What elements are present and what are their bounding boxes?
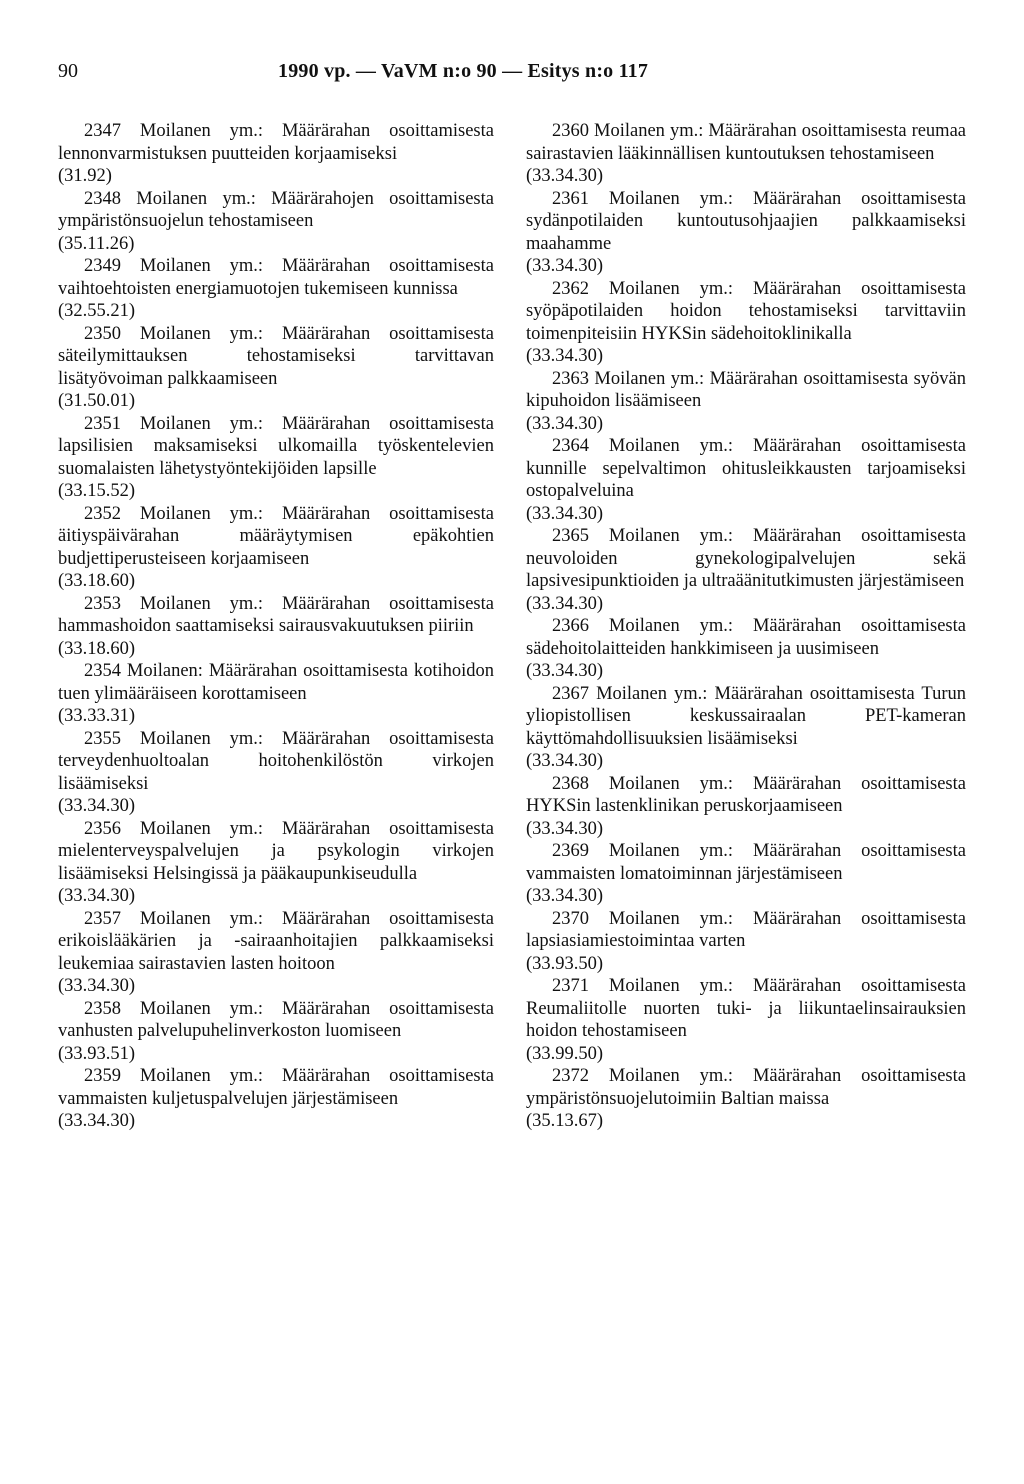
budget-code: (32.55.21): [58, 301, 136, 321]
budget-code: (33.34.30): [526, 503, 604, 524]
budget-code: (35.11.26): [58, 233, 135, 254]
entry-2354: [58, 660, 494, 728]
entry-2360: [526, 120, 966, 188]
entry-2366: [526, 615, 966, 683]
budget-code: (33.18.60): [58, 638, 136, 659]
entry-text: 2371 Moilanen ym.: Määrärahan osoittamisesta Reumaliitolle nuorten tuki- ja liikuntaelinsairauksien hoidon tehostamiseen: [526, 976, 966, 1041]
budget-code: (33.93.51): [58, 1043, 136, 1064]
entry-2357: [58, 908, 494, 998]
entry-2368: [526, 773, 966, 841]
budget-code: (33.34.30): [58, 796, 136, 816]
budget-code: (35.13.67): [526, 1111, 604, 1131]
budget-code: (33.33.31): [58, 706, 136, 726]
entry-text: 2372 Moilanen ym.: Määrärahan osoittamisesta ympäristönsuojelutoimiin Baltian maissa: [526, 1066, 966, 1109]
budget-code: (33.93.50): [526, 953, 604, 974]
entry-text: 2362 Moilanen ym.: Määrärahan osoittamisesta syöpäpotilaiden hoidon tehostamiseksi tarvittaviin toimenpiteisiin HYKSin sädehoitoklinikalla: [526, 278, 966, 344]
entry-text: 2360 Moilanen ym.: Määrärahan osoittamisesta reumaa sairastavien lääkinnällisen kuntoutuksen tehostamiseen: [526, 121, 966, 164]
entry-2372: [526, 1065, 966, 1133]
page-header: [0, 60, 1024, 90]
entry-2367: [526, 683, 966, 773]
entry-2349: [58, 255, 494, 323]
left-column: [58, 120, 494, 1133]
entry-text: 2368 Moilanen ym.: Määrärahan osoittamisesta HYKSin lastenklinikan peruskorjaamiseen: [526, 773, 966, 816]
entry-text: 2349 Moilanen ym.: Määrärahan osoittamisesta vaihtoehtoisten energiamuotojen tukemiseen kunnissa: [58, 256, 494, 299]
entry-text: 2350 Moilanen ym.: Määrärahan osoittamisesta säteilymittauksen tehostamiseksi tarvittavan lisätyövoiman palkkaamiseen: [58, 323, 494, 389]
entry-2351: [58, 413, 494, 503]
entry-text: 2353 Moilanen ym.: Määrärahan osoittamisesta hammashoidon saattamiseksi sairausvakuutuksen piiriin: [58, 593, 494, 636]
entry-2371: [526, 975, 966, 1065]
entry-2370: [526, 908, 966, 976]
entry-text: 2352 Moilanen ym.: Määrärahan osoittamisesta äitiyspäivärahan määräytymisen epäkohtien budjettiperusteiseen korjaamiseen: [58, 503, 494, 569]
entry-text: 2354 Moilanen: Määrärahan osoittamisesta kotihoidon tuen ylimääräiseen korottamiseen: [58, 661, 494, 704]
entry-2353: [58, 593, 494, 661]
entry-text: 2366 Moilanen ym.: Määrärahan osoittamisesta sädehoitolaitteiden hankkimiseen ja uusimiseen: [526, 616, 966, 659]
right-column: [526, 120, 966, 1133]
entry-2364: [526, 435, 966, 525]
entry-2362: [526, 278, 966, 368]
budget-code: (31.92): [58, 166, 112, 186]
entry-2352: [58, 503, 494, 593]
entry-text: 2347 Moilanen ym.: Määrärahan osoittamisesta lennonvarmistuksen puutteiden korjaamiseksi: [58, 121, 494, 164]
entry-text: 2348 Moilanen ym.: Määrärahojen osoittamisesta ympäristönsuojelun tehostamiseen: [58, 188, 494, 231]
entry-2348: [58, 188, 494, 256]
entry-text: 2364 Moilanen ym.: Määrärahan osoittamisesta kunnille sepelvaltimon ohitusleikkausten tarjoamiseksi ostopalveluina: [526, 436, 966, 501]
entry-2356: [58, 818, 494, 908]
entry-text: 2367 Moilanen ym.: Määrärahan osoittamisesta Turun yliopistollisen keskussairaalan PET-kameran käyttömahdollisuuksien lisäämiseksi: [526, 683, 966, 749]
page-number: 90: [58, 60, 78, 82]
entry-text: 2358 Moilanen ym.: Määrärahan osoittamisesta vanhusten palvelupuhelinverkoston luomiseen: [58, 998, 494, 1041]
entry-2347: [58, 120, 494, 188]
entry-2363: [526, 368, 966, 436]
budget-code: (33.34.30): [526, 593, 604, 614]
budget-code: (33.34.30): [58, 886, 136, 906]
budget-code: (31.50.01): [58, 391, 136, 411]
entry-2350: [58, 323, 494, 413]
entry-text: 2361 Moilanen ym.: Määrärahan osoittamisesta sydänpotilaiden kuntoutusohjaajien palkkaamiseksi maahamme: [526, 188, 966, 254]
entry-text: 2363 Moilanen ym.: Määrärahan osoittamisesta syövän kipuhoidon lisäämiseen: [526, 368, 966, 411]
entry-text: 2355 Moilanen ym.: Määrärahan osoittamisesta terveydenhuoltoalan hoitohenkilöstön virkojen lisäämiseksi: [58, 728, 494, 794]
budget-code: (33.34.30): [526, 346, 604, 366]
entry-text: 2357 Moilanen ym.: Määrärahan osoittamisesta erikoislääkärien ja -sairaanhoitajien palkkaamiseksi leukemiaa sairastavien lasten hoitoon: [58, 908, 494, 974]
budget-code: (33.34.30): [526, 413, 604, 434]
entry-text: 2369 Moilanen ym.: Määrärahan osoittamisesta vammaisten lomatoiminnan järjestämiseen: [526, 841, 966, 884]
budget-code: (33.99.50): [526, 1043, 604, 1064]
entry-text: 2351 Moilanen ym.: Määrärahan osoittamisesta lapsilisien maksamiseksi ulkomailla työskentelevien suomalaisten lähetystyöntekijöiden lapsille: [58, 413, 494, 479]
entry-2355: [58, 728, 494, 818]
budget-code: (33.34.30): [58, 976, 136, 996]
budget-code: (33.34.30): [526, 751, 604, 771]
budget-code: (33.34.30): [526, 166, 604, 186]
entry-2361: [526, 188, 966, 278]
budget-code: (33.34.30): [526, 818, 604, 839]
entry-2365: [526, 525, 966, 615]
entry-2358: [58, 998, 494, 1066]
budget-code: (33.34.30): [526, 886, 604, 906]
entry-2359: [58, 1065, 494, 1133]
budget-code: (33.34.30): [526, 256, 604, 276]
budget-code: (33.15.52): [58, 481, 136, 501]
entry-text: 2370 Moilanen ym.: Määrärahan osoittamisesta lapsiasiamiestoimintaa varten: [526, 908, 966, 951]
entry-text: 2365 Moilanen ym.: Määrärahan osoittamisesta neuvoloiden gynekologipalvelujen sekä lapsivesipunktioiden ja ultraäänitutkimusten järjestämiseen: [526, 526, 966, 591]
budget-code: (33.34.30): [58, 1111, 136, 1131]
budget-code: (33.34.30): [526, 661, 604, 681]
entry-2369: [526, 840, 966, 908]
entry-text: 2359 Moilanen ym.: Määrärahan osoittamisesta vammaisten kuljetuspalvelujen järjestämiseen: [58, 1066, 494, 1109]
budget-code: (33.18.60): [58, 571, 136, 591]
entry-text: 2356 Moilanen ym.: Määrärahan osoittamisesta mielenterveyspalvelujen ja psykologin virkojen lisäämiseksi Helsingissä ja pääkaupunkiseudulla: [58, 818, 494, 884]
running-head: 1990 vp. — VaVM n:o 90 — Esitys n:o 117: [278, 60, 649, 82]
